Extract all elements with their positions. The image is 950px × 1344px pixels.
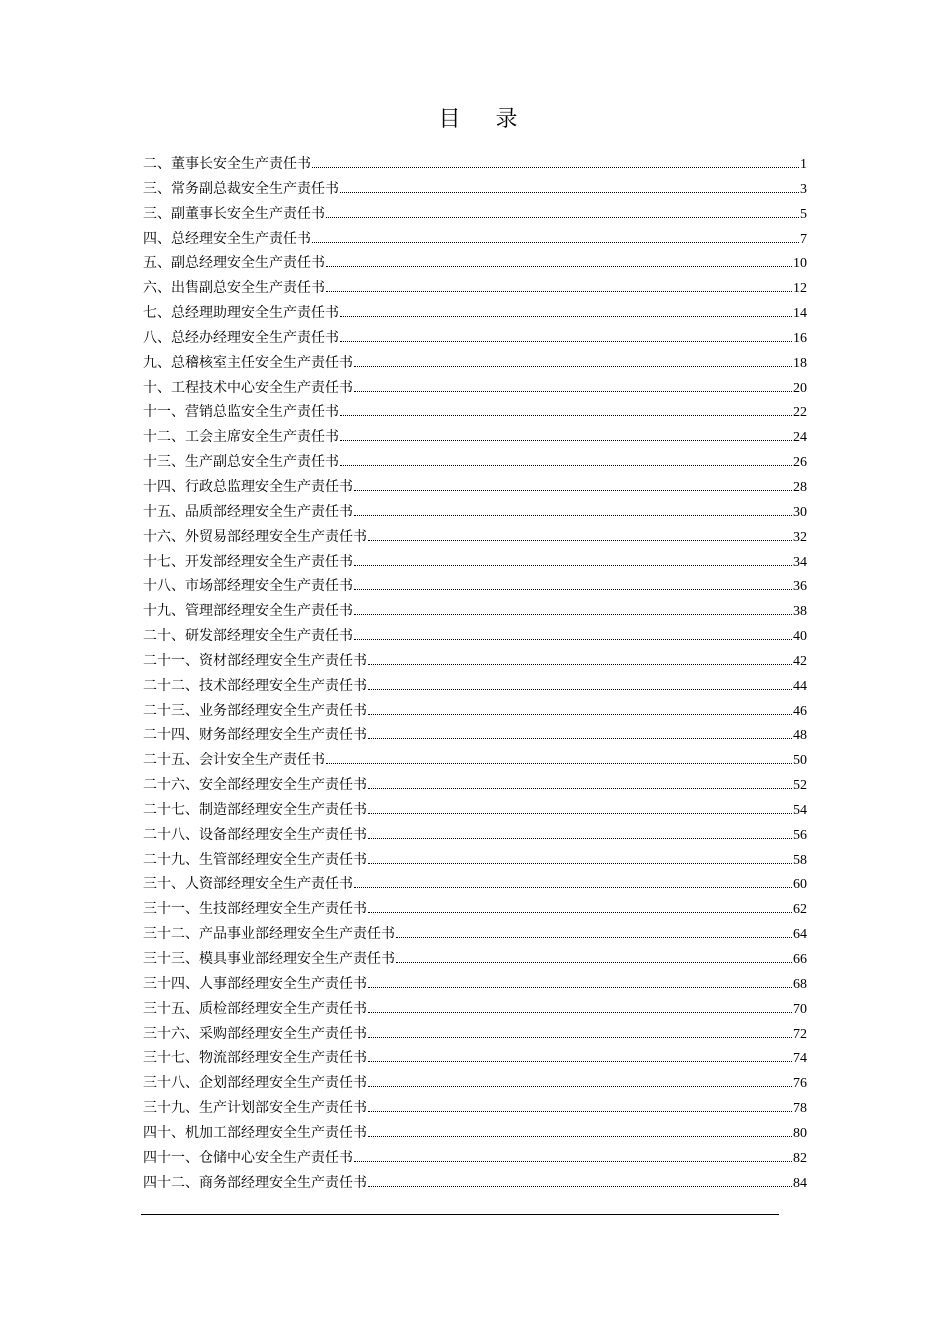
toc-entry[interactable] xyxy=(143,550,807,575)
toc-dot-leader xyxy=(368,663,792,665)
toc-dot-leader xyxy=(354,390,792,392)
toc-entry[interactable] xyxy=(143,1121,807,1146)
toc-entry-page-number: 58 xyxy=(793,852,807,868)
toc-entry[interactable] xyxy=(143,500,807,525)
toc-entry-page-number: 72 xyxy=(793,1026,807,1042)
toc-entry-page-number: 76 xyxy=(793,1076,807,1092)
toc-entry[interactable] xyxy=(143,326,807,351)
toc-entry-page-number: 5 xyxy=(800,206,807,222)
toc-entry-page-number: 74 xyxy=(793,1051,807,1067)
toc-entry-label: 四十、机加工部经理安全生产责任书 xyxy=(143,1124,367,1141)
toc-dot-leader xyxy=(396,936,792,938)
toc-dot-leader xyxy=(368,862,792,864)
toc-dot-leader xyxy=(340,439,792,441)
toc-list xyxy=(143,152,807,1195)
toc-entry-label: 二十七、制造部经理安全生产责任书 xyxy=(143,801,367,818)
toc-entry-page-number: 26 xyxy=(793,455,807,471)
toc-dot-leader xyxy=(368,1036,792,1038)
toc-dot-leader xyxy=(368,539,792,541)
toc-entry[interactable] xyxy=(143,276,807,301)
toc-entry[interactable] xyxy=(143,177,807,202)
toc-dot-leader xyxy=(340,340,792,342)
toc-title: 目 录 xyxy=(438,107,532,132)
toc-entry-page-number: 14 xyxy=(793,306,807,322)
toc-entry-page-number: 52 xyxy=(793,778,807,794)
toc-entry-label: 十四、行政总监理安全生产责任书 xyxy=(143,478,353,495)
toc-entry-label: 三十九、生产计划部安全生产责任书 xyxy=(143,1100,367,1117)
toc-dot-leader xyxy=(368,1085,792,1087)
toc-entry[interactable] xyxy=(143,574,807,599)
toc-entry-page-number: 56 xyxy=(793,827,807,843)
toc-entry-page-number: 64 xyxy=(793,927,807,943)
toc-entry[interactable] xyxy=(143,997,807,1022)
toc-dot-leader xyxy=(368,837,792,839)
toc-entry[interactable] xyxy=(143,947,807,972)
toc-entry-label: 二、董事长安全生产责任书 xyxy=(143,156,311,172)
toc-entry-label: 十二、工会主席安全生产责任书 xyxy=(143,429,339,446)
toc-entry-page-number: 20 xyxy=(793,380,807,396)
toc-dot-leader xyxy=(354,886,792,888)
toc-entry-page-number: 66 xyxy=(793,952,807,967)
toc-dot-leader xyxy=(312,241,799,243)
toc-entry[interactable] xyxy=(143,773,807,798)
toc-entry-label: 三十八、企划部经理安全生产责任书 xyxy=(143,1075,367,1092)
toc-entry-label: 五、副总经理安全生产责任书 xyxy=(143,255,325,272)
toc-entry[interactable] xyxy=(143,251,807,276)
toc-entry-page-number: 60 xyxy=(793,877,807,893)
toc-entry-page-number: 40 xyxy=(793,629,807,645)
toc-dot-leader xyxy=(354,514,792,516)
toc-dot-leader xyxy=(354,638,792,640)
toc-entry[interactable] xyxy=(143,301,807,326)
toc-dot-leader xyxy=(354,365,792,367)
toc-dot-leader xyxy=(368,688,792,690)
toc-entry-label: 三、副董事长安全生产责任书 xyxy=(143,205,325,222)
toc-dot-leader xyxy=(354,1160,792,1162)
toc-entry[interactable] xyxy=(143,599,807,624)
toc-dot-leader xyxy=(326,290,792,292)
toc-entry[interactable] xyxy=(143,897,807,922)
toc-entry[interactable] xyxy=(143,376,807,401)
toc-entry[interactable] xyxy=(143,1071,807,1096)
toc-entry[interactable] xyxy=(143,1022,807,1047)
toc-dot-leader xyxy=(326,265,792,267)
toc-entry-page-number: 34 xyxy=(793,554,807,570)
toc-entry[interactable] xyxy=(143,400,807,425)
toc-dot-leader xyxy=(368,812,792,814)
toc-dot-leader xyxy=(368,986,792,988)
toc-dot-leader xyxy=(340,414,792,416)
toc-entry-page-number: 36 xyxy=(793,579,807,595)
toc-entry-label: 二十一、资材部经理安全生产责任书 xyxy=(143,652,367,669)
toc-entry-label: 二十五、会计安全生产责任书 xyxy=(143,752,325,769)
toc-entry-label: 二十八、设备部经理安全生产责任书 xyxy=(143,826,367,843)
toc-entry-label: 三十四、人事部经理安全生产责任书 xyxy=(143,975,367,992)
toc-entry-page-number: 24 xyxy=(793,430,807,446)
footer-divider xyxy=(141,1214,779,1215)
toc-entry[interactable] xyxy=(143,351,807,376)
toc-entry-page-number: 1 xyxy=(800,157,807,172)
toc-entry-label: 六、出售副总安全生产责任书 xyxy=(143,280,325,297)
toc-entry-page-number: 42 xyxy=(793,653,807,669)
toc-dot-leader xyxy=(396,961,792,963)
toc-entry-label: 四十一、仓储中心安全生产责任书 xyxy=(143,1149,353,1166)
toc-entry[interactable] xyxy=(143,922,807,947)
toc-entry-page-number: 7 xyxy=(800,231,807,247)
toc-entry-label: 二十三、业务部经理安全生产责任书 xyxy=(143,702,367,719)
toc-dot-leader xyxy=(340,464,792,466)
toc-dot-leader xyxy=(368,1011,792,1013)
toc-entry[interactable] xyxy=(143,723,807,748)
toc-dot-leader xyxy=(340,315,792,317)
toc-entry-label: 三十五、质检部经理安全生产责任书 xyxy=(143,1000,367,1017)
toc-entry-label: 十八、市场部经理安全生产责任书 xyxy=(143,578,353,595)
toc-dot-leader xyxy=(368,1135,792,1137)
toc-entry-page-number: 70 xyxy=(793,1001,807,1017)
toc-entry-page-number: 28 xyxy=(793,479,807,495)
toc-dot-leader xyxy=(354,564,792,566)
toc-entry-label: 二十九、生管部经理安全生产责任书 xyxy=(143,851,367,868)
toc-dot-leader xyxy=(368,787,792,789)
toc-entry[interactable] xyxy=(143,425,807,450)
toc-entry-label: 二十、研发部经理安全生产责任书 xyxy=(143,628,353,645)
toc-entry-label: 三十七、物流部经理安全生产责任书 xyxy=(143,1050,367,1067)
toc-entry-label: 二十六、安全部经理安全生产责任书 xyxy=(143,777,367,794)
toc-dot-leader xyxy=(354,613,792,615)
toc-entry[interactable] xyxy=(143,823,807,848)
toc-dot-leader xyxy=(368,1060,792,1062)
toc-entry-page-number: 50 xyxy=(793,753,807,769)
toc-entry-label: 三十二、产品事业部经理安全生产责任书 xyxy=(143,926,395,943)
toc-entry[interactable] xyxy=(143,227,807,252)
toc-entry-label: 九、总稽核室主任安全生产责任书 xyxy=(143,354,353,371)
toc-entry-label: 十五、品质部经理安全生产责任书 xyxy=(143,503,353,520)
toc-entry[interactable] xyxy=(143,872,807,897)
toc-entry-page-number: 78 xyxy=(793,1101,807,1117)
toc-entry[interactable] xyxy=(143,848,807,873)
toc-dot-leader xyxy=(326,216,799,218)
toc-entry[interactable] xyxy=(143,1096,807,1121)
toc-dot-leader xyxy=(368,911,792,913)
toc-entry-label: 十三、生产副总安全生产责任书 xyxy=(143,454,339,471)
toc-entry[interactable] xyxy=(143,649,807,674)
toc-entry[interactable] xyxy=(143,798,807,823)
toc-entry-label: 十七、开发部经理安全生产责任书 xyxy=(143,553,353,570)
toc-entry-label: 四十二、商务部经理安全生产责任书 xyxy=(143,1174,367,1191)
toc-dot-leader xyxy=(312,166,799,168)
toc-dot-leader xyxy=(368,1110,792,1112)
toc-entry[interactable] xyxy=(143,972,807,997)
toc-entry-label: 二十四、财务部经理安全生产责任书 xyxy=(143,727,367,744)
toc-entry-page-number: 80 xyxy=(793,1125,807,1141)
toc-entry-page-number: 22 xyxy=(793,405,807,421)
toc-entry[interactable] xyxy=(143,1046,807,1071)
toc-entry[interactable] xyxy=(143,525,807,550)
toc-entry[interactable] xyxy=(143,674,807,699)
toc-entry-page-number: 32 xyxy=(793,529,807,545)
toc-entry-label: 十九、管理部经理安全生产责任书 xyxy=(143,603,353,620)
toc-entry-page-number: 30 xyxy=(793,504,807,520)
toc-entry-page-number: 84 xyxy=(793,1175,807,1191)
toc-entry[interactable] xyxy=(143,624,807,649)
toc-entry[interactable] xyxy=(143,450,807,475)
toc-dot-leader xyxy=(326,762,792,764)
toc-entry-label: 十六、外贸易部经理安全生产责任书 xyxy=(143,528,367,545)
toc-entry-page-number: 10 xyxy=(793,256,807,272)
toc-entry-page-number: 54 xyxy=(793,802,807,818)
toc-entry-label: 三十六、采购部经理安全生产责任书 xyxy=(143,1025,367,1042)
toc-entry-page-number: 18 xyxy=(793,355,807,371)
toc-entry-label: 二十二、技术部经理安全生产责任书 xyxy=(143,677,367,694)
toc-entry-page-number: 12 xyxy=(793,281,807,297)
toc-entry[interactable] xyxy=(143,152,807,177)
toc-entry-page-number: 44 xyxy=(793,678,807,694)
toc-dot-leader xyxy=(354,588,792,590)
toc-entry-page-number: 3 xyxy=(800,181,807,197)
toc-dot-leader xyxy=(340,191,799,193)
toc-entry-page-number: 38 xyxy=(793,604,807,620)
toc-entry-label: 十、工程技术中心安全生产责任书 xyxy=(143,379,353,396)
toc-entry-label: 八、总经办经理安全生产责任书 xyxy=(143,329,339,346)
toc-entry-label: 三十、人资部经理安全生产责任书 xyxy=(143,876,353,893)
toc-entry[interactable] xyxy=(143,475,807,500)
toc-entry-label: 三十三、模具事业部经理安全生产责任书 xyxy=(143,951,395,967)
toc-entry-label: 三、常务副总裁安全生产责任书 xyxy=(143,180,339,197)
toc-entry-page-number: 48 xyxy=(793,728,807,744)
toc-entry-page-number: 82 xyxy=(793,1150,807,1166)
toc-dot-leader xyxy=(368,737,792,739)
toc-dot-leader xyxy=(368,1185,792,1187)
toc-entry[interactable] xyxy=(143,699,807,724)
toc-entry-label: 十一、营销总监安全生产责任书 xyxy=(143,404,339,421)
toc-dot-leader xyxy=(354,489,792,491)
toc-entry-label: 四、总经理安全生产责任书 xyxy=(143,230,311,247)
toc-entry-page-number: 68 xyxy=(793,976,807,992)
toc-entry-label: 三十一、生技部经理安全生产责任书 xyxy=(143,901,367,918)
toc-entry[interactable] xyxy=(143,1171,807,1196)
toc-entry-page-number: 46 xyxy=(793,703,807,719)
toc-dot-leader xyxy=(368,713,792,715)
toc-entry-page-number: 62 xyxy=(793,902,807,918)
toc-entry-page-number: 16 xyxy=(793,330,807,346)
toc-entry[interactable] xyxy=(143,748,807,773)
toc-entry[interactable] xyxy=(143,202,807,227)
toc-entry[interactable] xyxy=(143,1146,807,1171)
toc-entry-label: 七、总经理助理安全生产责任书 xyxy=(143,305,339,322)
